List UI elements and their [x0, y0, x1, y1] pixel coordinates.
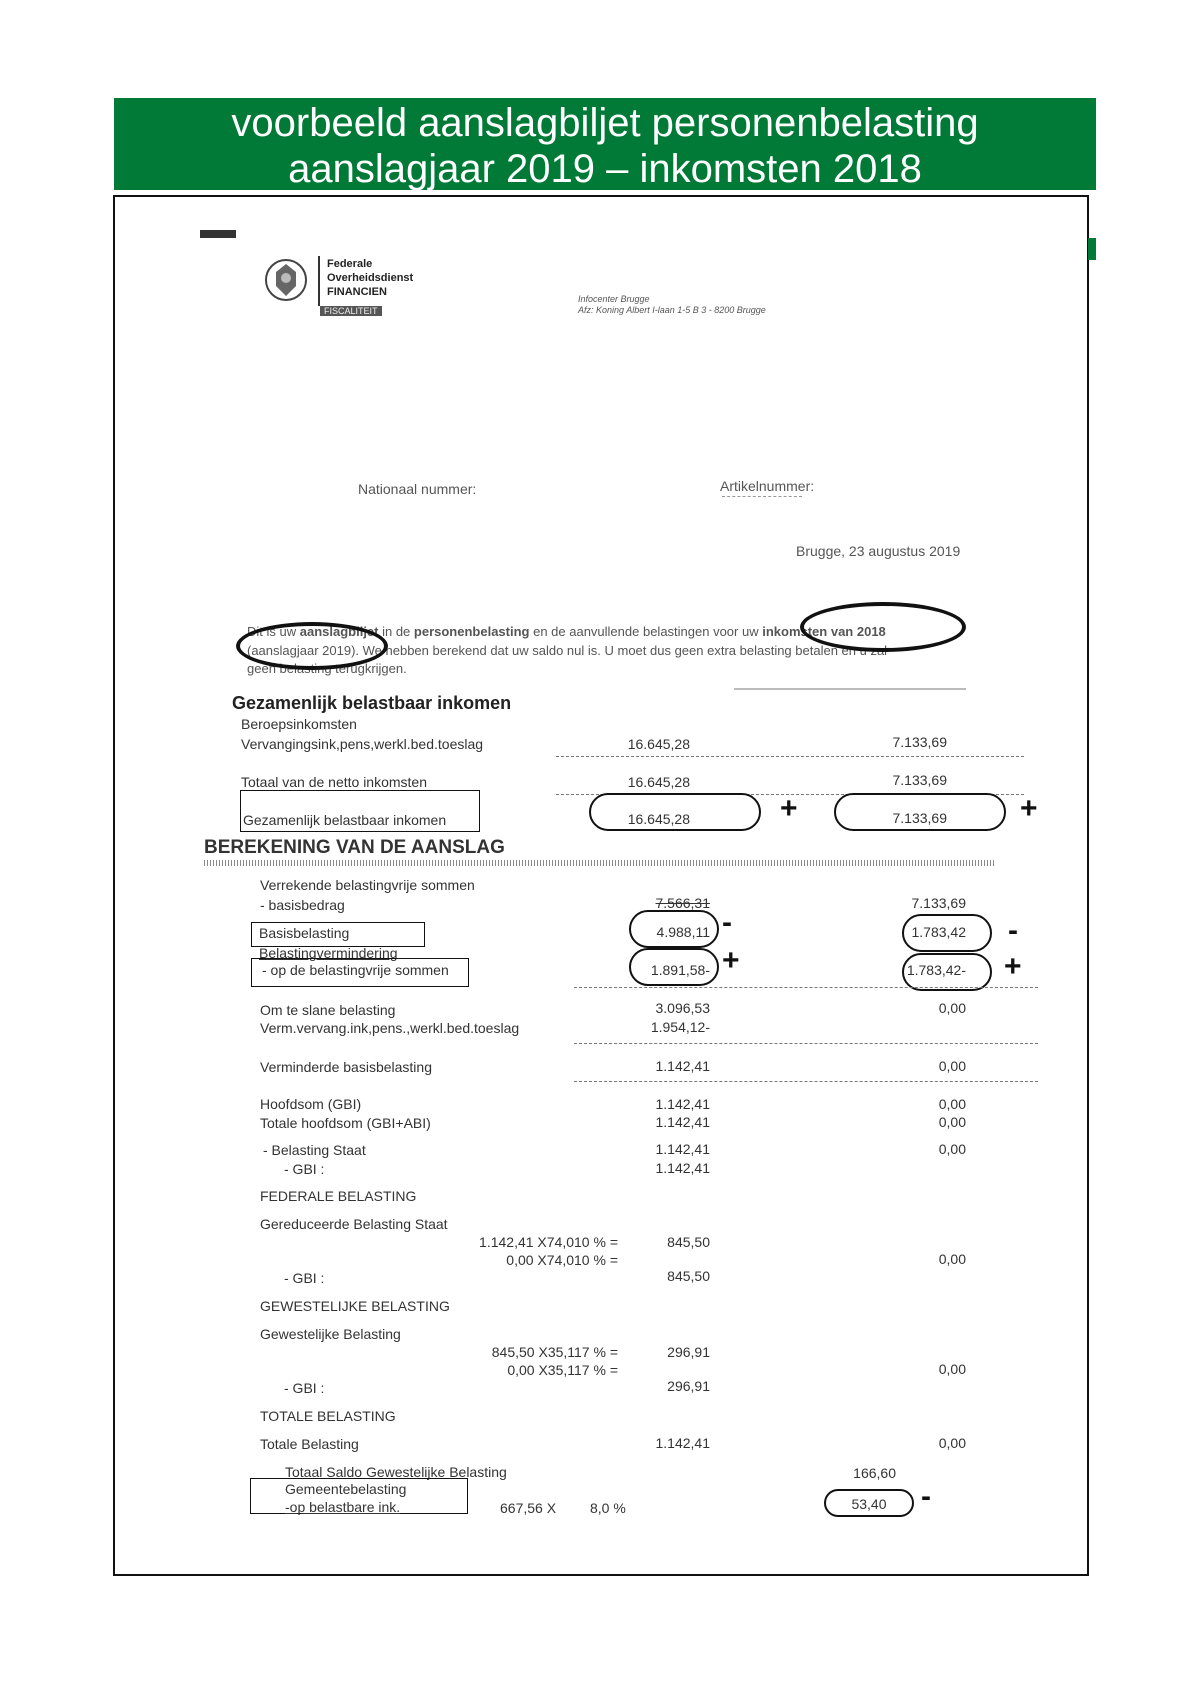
logo-line-1: Federale — [327, 258, 373, 270]
dotted-line — [574, 1081, 1038, 1082]
plus-sign: + — [722, 944, 740, 977]
basisbedrag-label: - basisbedrag — [260, 897, 345, 913]
verminderde-value-a: 1.142,41 — [655, 1058, 710, 1074]
omteslane-value-a: 3.096,53 — [655, 1000, 710, 1016]
saldo-gew-value: 166,60 — [853, 1465, 896, 1481]
vervang-label: Vervangingsink,pens,werkl.bed.toeslag — [241, 736, 484, 752]
dotted-line — [574, 1043, 1038, 1044]
opbelast-label: -op belastbare ink. — [285, 1499, 401, 1515]
opvrij-value-b: 1.783,42- — [906, 962, 966, 978]
vermindering-label: Belastingvermindering — [259, 945, 398, 961]
gezamenlijk-value-a: 16.645,28 — [627, 811, 690, 827]
totalehoofdsom-label: Totale hoofdsom (GBI+ABI) — [260, 1115, 431, 1131]
vervang-value-b: 7.133,69 — [892, 734, 947, 750]
intro-line-2: (aanslagjaar 2019). We hebben berekend dat uw saldo nul is. U moet dus geen extra belasting betalen en u zal — [247, 643, 888, 658]
gew-row-1-value: 296,91 — [667, 1344, 710, 1360]
separator-line — [734, 688, 966, 690]
vervang-value-a: 16.645,28 — [627, 736, 690, 752]
gem-value: 53,40 — [851, 1496, 887, 1512]
totaal-label: Totaal van de netto inkomsten — [241, 774, 428, 790]
banner-line-2: aanslagjaar 2019 – inkomsten 2018 — [288, 147, 922, 191]
gbi-label-1: - GBI : — [284, 1161, 325, 1177]
totaal-value-b: 7.133,69 — [892, 772, 947, 788]
article-number-label: Artikelnummer: — [720, 478, 815, 494]
beroeps-label: Beroepsinkomsten — [241, 716, 357, 732]
office-name: Infocenter Brugge — [578, 294, 650, 304]
plus-sign: + — [1004, 950, 1022, 983]
banner-line-1: voorbeeld aanslagbiljet personenbelasting — [231, 101, 979, 145]
highlight-oval-aanslagbiljet — [236, 622, 388, 670]
opvrij-label: - op de belastingvrije sommen — [262, 962, 449, 978]
gbi-label-3: - GBI : — [284, 1380, 325, 1396]
gemeente-label: Gemeentebelasting — [285, 1481, 407, 1497]
logo-tag: FISCALITEIT — [320, 306, 382, 316]
title-banner — [114, 98, 1096, 190]
minus-sign: - — [722, 906, 732, 939]
totale-label: Totale Belasting — [260, 1436, 359, 1452]
redaction-mark — [200, 230, 236, 238]
basisbedrag-value-b: 7.133,69 — [911, 895, 966, 911]
hoofdsom-value-a: 1.142,41 — [655, 1096, 710, 1112]
gbi-value-2: 845,50 — [667, 1268, 710, 1284]
omteslane-value-b: 0,00 — [938, 1000, 966, 1016]
basisbelasting-label: Basisbelasting — [259, 925, 350, 941]
gbi-label-2: - GBI : — [284, 1270, 325, 1286]
gew-row-1: 845,50 X35,117 % = — [491, 1344, 618, 1360]
verrekende-label: Verrekende belastingvrije sommen — [260, 877, 475, 893]
minus-sign: - — [1008, 914, 1018, 947]
verminderde-value-b: 0,00 — [938, 1058, 966, 1074]
gereduceerde-label: Gereduceerde Belasting Staat — [260, 1216, 448, 1232]
belstaat-value-b: 0,00 — [938, 1141, 966, 1157]
belgian-crest-icon — [262, 256, 310, 304]
gezamenlijk-value-b: 7.133,69 — [892, 810, 947, 826]
opvrij-value-a: 1.891,58- — [650, 962, 710, 978]
plus-sign: + — [780, 792, 798, 825]
income-heading: Gezamenlijk belastbaar inkomen — [232, 693, 512, 713]
vermvervang-label: Verm.vervang.ink,pens.,werkl.bed.toeslag — [260, 1020, 520, 1036]
article-number-redacted — [722, 496, 802, 497]
logo-line-2: Overheidsdienst — [327, 272, 414, 284]
gew-row-2: 0,00 X35,117 % = — [507, 1362, 618, 1378]
fed-row-2: 0,00 X74,010 % = — [506, 1252, 618, 1268]
office-address: Afz: Koning Albert I-laan 1-5 B 3 - 8200 Brugge — [578, 305, 766, 315]
hoofdsom-value-b: 0,00 — [938, 1096, 966, 1112]
basisbelasting-value-b: 1.783,42 — [911, 924, 966, 940]
intro-line-1: Dit is uw aanslagbiljet in de personenbelasting en de aanvullende belastingen voor uw inkomsten van 2018 — [247, 624, 886, 639]
gew-row-2-value-b: 0,00 — [938, 1361, 966, 1377]
totale-value-a: 1.142,41 — [655, 1435, 710, 1451]
hatch-rule — [204, 860, 994, 866]
fed-row-1: 1.142,41 X74,010 % = — [479, 1234, 618, 1250]
saldo-gew-label: Totaal Saldo Gewestelijke Belasting — [285, 1464, 507, 1480]
calc-heading: BEREKENING VAN DE AANSLAG — [204, 837, 505, 858]
belstaat-label: - Belasting Staat — [263, 1142, 366, 1158]
gem-rate: 8,0 % — [590, 1500, 626, 1516]
fed-row-1-value: 845,50 — [667, 1234, 710, 1250]
basisbedrag-value-a: 7.566,31 — [655, 895, 710, 911]
hoofdsom-label: Hoofdsom (GBI) — [260, 1096, 362, 1112]
dotted-line — [574, 987, 1038, 988]
logo-divider — [318, 256, 320, 306]
gewestelijke-label: Gewestelijke Belasting — [260, 1326, 401, 1342]
national-number-label: Nationaal nummer: — [358, 481, 477, 497]
basisbelasting-value-a: 4.988,11 — [656, 924, 710, 940]
verminderde-label: Verminderde basisbelasting — [260, 1059, 432, 1075]
gem-base: 667,56 X — [500, 1500, 557, 1516]
totale-value-b: 0,00 — [938, 1435, 966, 1451]
federale-heading: FEDERALE BELASTING — [260, 1188, 417, 1204]
minus-sign: - — [921, 1480, 931, 1513]
totalehoofdsom-value-b: 0,00 — [938, 1114, 966, 1130]
plus-sign: + — [1020, 792, 1038, 825]
gbi-value-3: 296,91 — [667, 1378, 710, 1394]
logo-line-3: FINANCIEN — [327, 286, 387, 298]
totaal-value-a: 16.645,28 — [627, 774, 690, 790]
totalehoofdsom-value-a: 1.142,41 — [655, 1114, 710, 1130]
intro-line-3: geen belasting terugkrijgen. — [247, 661, 407, 676]
gbi-value-1: 1.142,41 — [655, 1160, 710, 1176]
document-date: Brugge, 23 augustus 2019 — [796, 543, 961, 559]
green-tab — [1088, 238, 1096, 260]
dotted-line — [556, 756, 1024, 757]
vermvervang-value-a: 1.954,12- — [650, 1019, 710, 1035]
omteslane-label: Om te slane belasting — [260, 1002, 396, 1018]
totale-heading: TOTALE BELASTING — [260, 1408, 396, 1424]
belstaat-value-a: 1.142,41 — [655, 1141, 710, 1157]
gewestelijke-heading: GEWESTELIJKE BELASTING — [260, 1298, 450, 1314]
fed-row-2-value-b: 0,00 — [938, 1251, 966, 1267]
highlight-oval-inkomsten — [800, 602, 966, 652]
gezamenlijk-label: Gezamenlijk belastbaar inkomen — [243, 812, 447, 828]
